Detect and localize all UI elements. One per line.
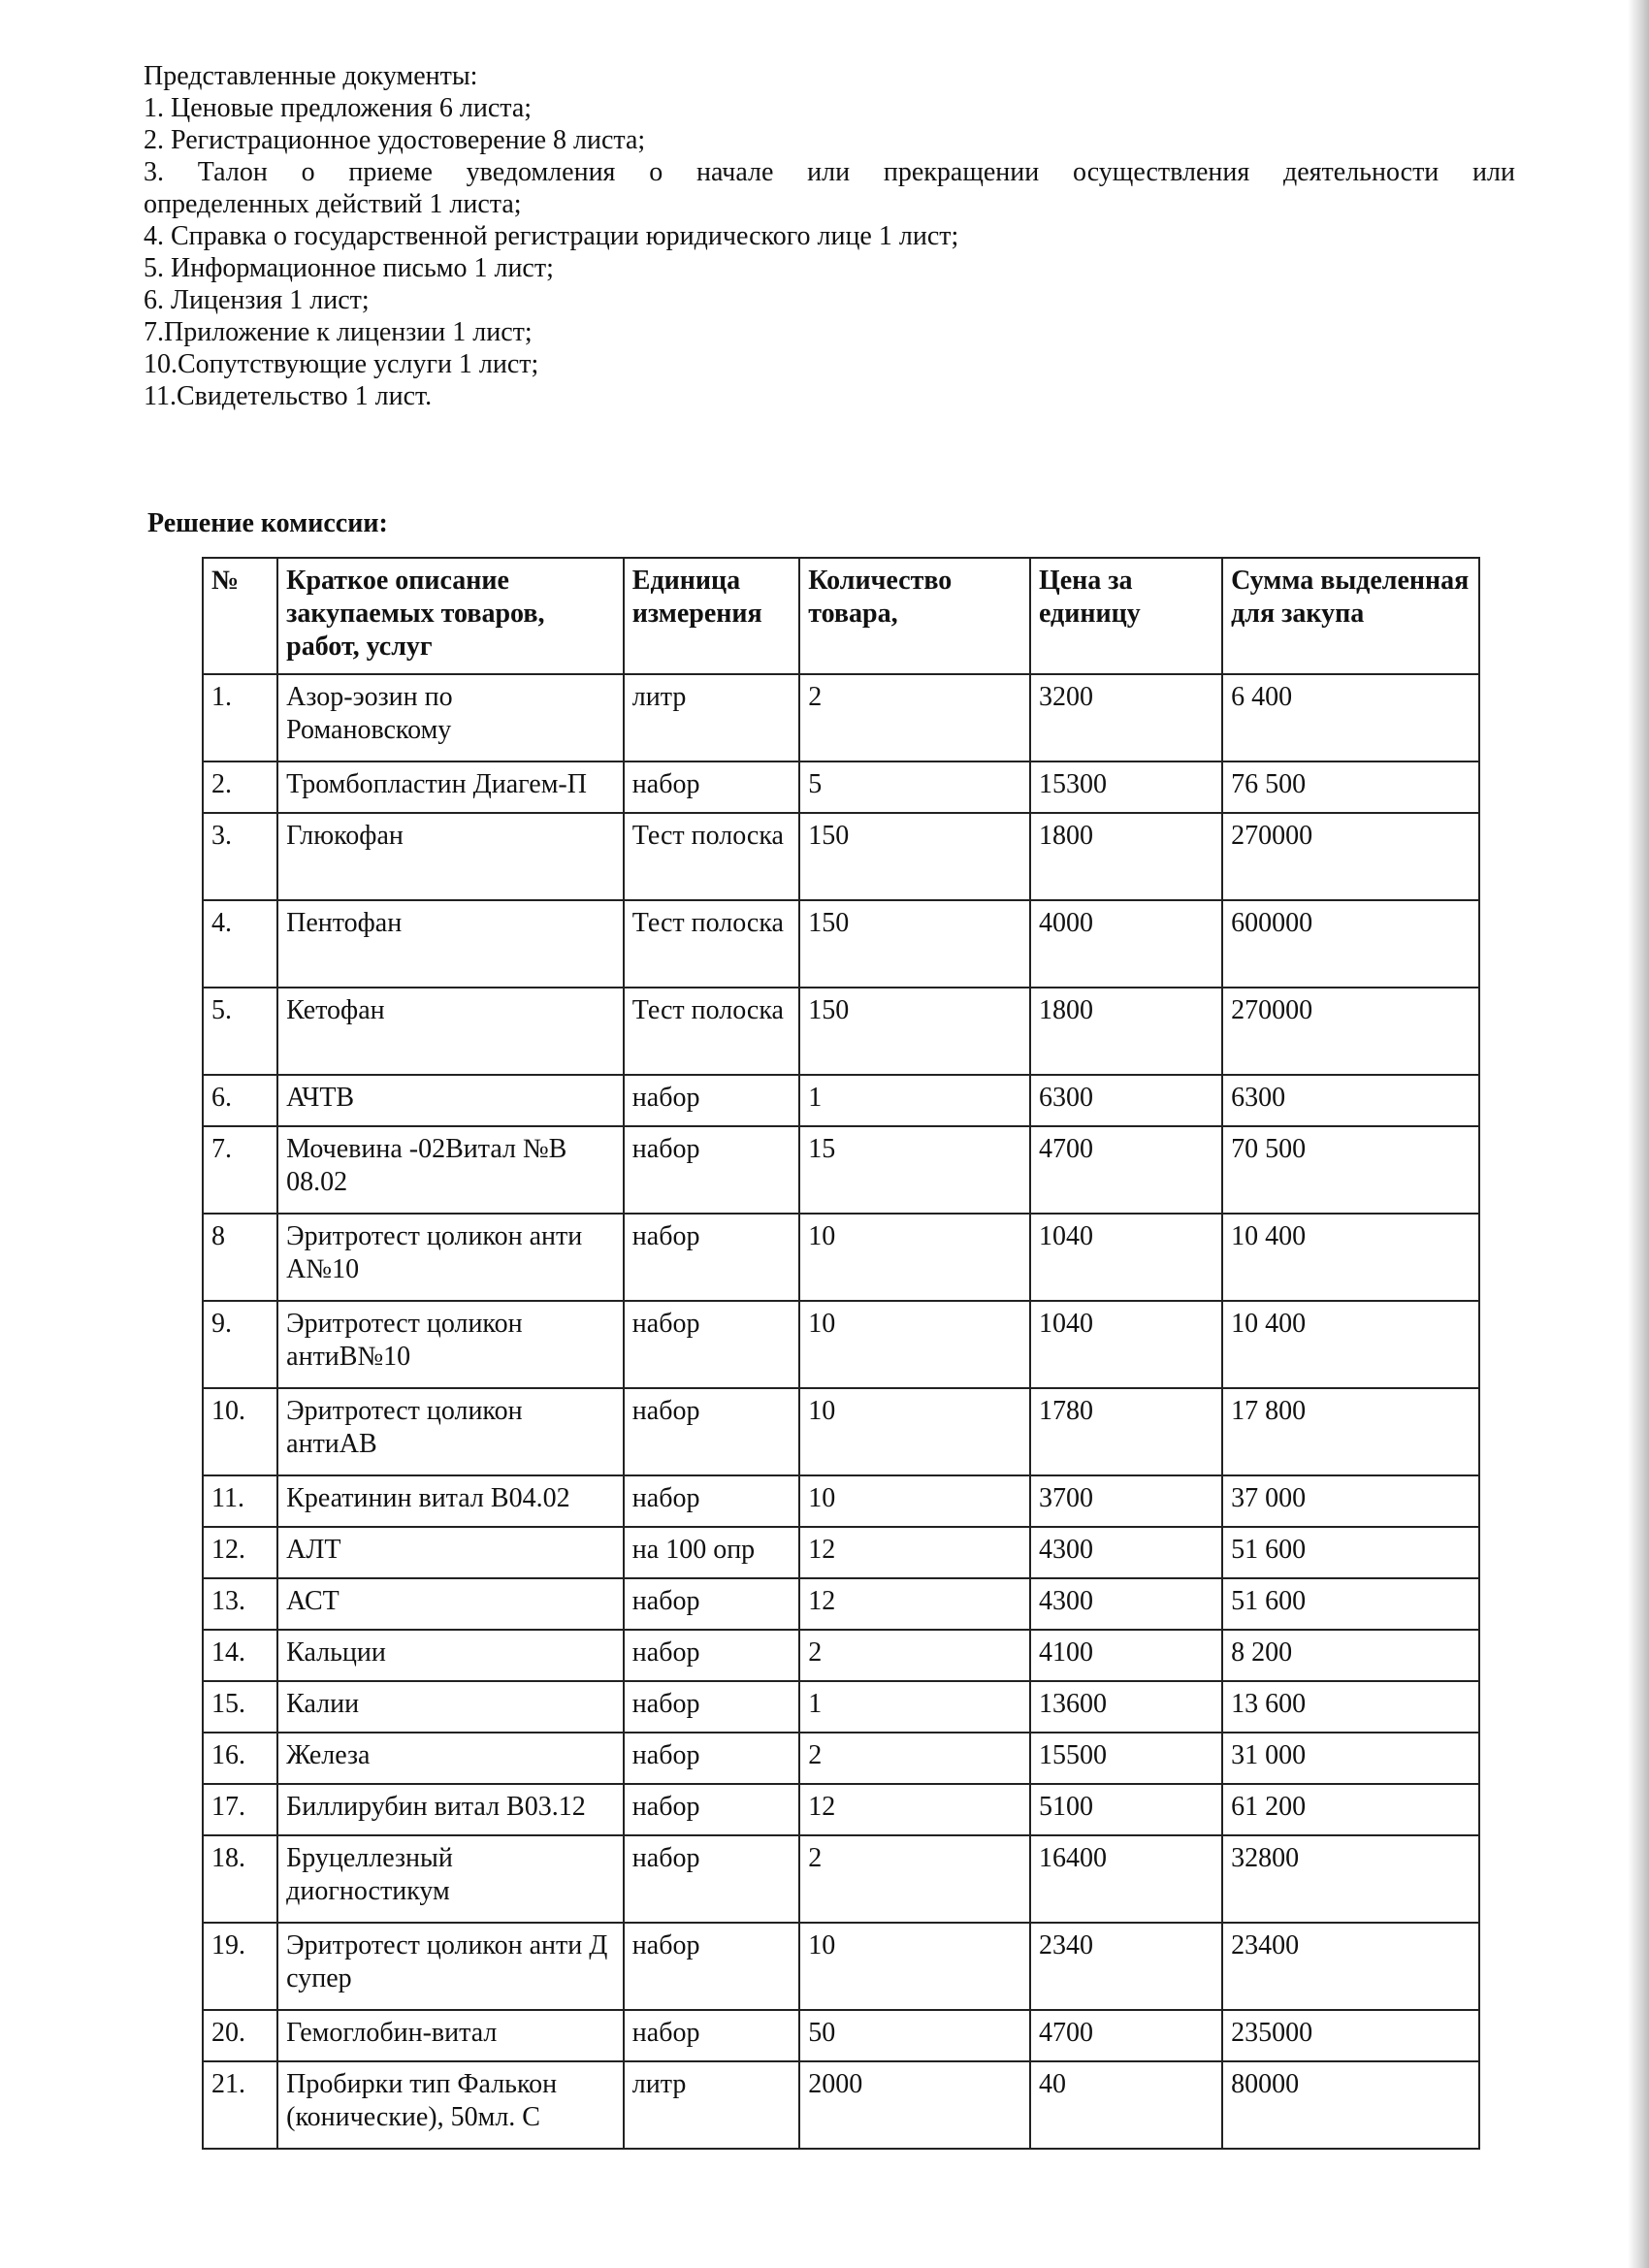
table-row (203, 1301, 1479, 1388)
row-quantity: 50 (799, 2010, 1030, 2061)
row-quantity: 150 (799, 813, 1030, 900)
row-description: Бруцеллезный диогностикум (277, 1835, 624, 1923)
row-quantity: 2 (799, 1630, 1030, 1681)
scan-edge (1628, 0, 1649, 2268)
document-item: 1. Ценовые предложения 6 листа; (144, 93, 533, 123)
row-number: 15. (203, 1681, 277, 1733)
row-number: 11. (203, 1475, 277, 1527)
row-number: 4. (203, 900, 277, 988)
row-quantity: 10 (799, 1475, 1030, 1527)
row-quantity: 15 (799, 1126, 1030, 1214)
row-description: Железа (277, 1733, 624, 1784)
row-number: 2. (203, 761, 277, 813)
row-description: Эритротест цоликон антиАВ (277, 1388, 624, 1475)
table-row (203, 1527, 1479, 1578)
row-sum: 235000 (1222, 2010, 1479, 2061)
row-price: 4700 (1030, 2010, 1222, 2061)
row-unit: набор (624, 1784, 799, 1835)
row-description: АСТ (277, 1578, 624, 1630)
row-unit: набор (624, 761, 799, 813)
row-price: 40 (1030, 2061, 1222, 2149)
row-price: 1800 (1030, 813, 1222, 900)
row-number: 3. (203, 813, 277, 900)
row-unit: набор (624, 1733, 799, 1784)
row-price: 15300 (1030, 761, 1222, 813)
document-item: 2. Регистрационное удостоверение 8 листа; (144, 125, 646, 155)
table-row (203, 761, 1479, 813)
row-price: 1780 (1030, 1388, 1222, 1475)
row-number: 16. (203, 1733, 277, 1784)
document-item: 11.Свидетельство 1 лист. (144, 381, 433, 411)
row-price: 16400 (1030, 1835, 1222, 1923)
row-unit: набор (624, 1681, 799, 1733)
row-sum: 23400 (1222, 1923, 1479, 2010)
row-description: Пробирки тип Фалькон (конические), 50мл. С (277, 2061, 624, 2149)
row-sum: 31 000 (1222, 1733, 1479, 1784)
row-price: 15500 (1030, 1733, 1222, 1784)
row-description: Креатинин витал В04.02 (277, 1475, 624, 1527)
table-row (203, 1075, 1479, 1126)
row-sum: 270000 (1222, 813, 1479, 900)
row-description: Биллирубин витал В03.12 (277, 1784, 624, 1835)
row-quantity: 10 (799, 1923, 1030, 2010)
row-unit: набор (624, 1578, 799, 1630)
row-description: АЛТ (277, 1527, 624, 1578)
document-item: 7.Приложение к лицензии 1 лист; (144, 317, 533, 347)
row-quantity: 1 (799, 1681, 1030, 1733)
row-description: Азор-эозин по Романовскому (277, 674, 624, 761)
row-sum: 32800 (1222, 1835, 1479, 1923)
table-row (203, 900, 1479, 988)
row-sum: 600000 (1222, 900, 1479, 988)
row-number: 19. (203, 1923, 277, 2010)
row-sum: 17 800 (1222, 1388, 1479, 1475)
row-price: 3700 (1030, 1475, 1222, 1527)
header-price: Цена за единицу (1030, 558, 1222, 674)
table-row (203, 1784, 1479, 1835)
row-quantity: 12 (799, 1784, 1030, 1835)
row-description: Эритротест цоликон антиВ№10 (277, 1301, 624, 1388)
row-unit: Тест полоска (624, 813, 799, 900)
row-description: Калии (277, 1681, 624, 1733)
row-unit: набор (624, 1835, 799, 1923)
documents-list (144, 60, 1515, 412)
row-price: 2340 (1030, 1923, 1222, 2010)
document-item: 3. Талон о приеме уведомления о начале или прекращении осуществления деятельности или (144, 157, 1515, 187)
table-header-row (203, 558, 1479, 674)
row-description: Тромбопластин Диагем-П (277, 761, 624, 813)
row-unit: набор (624, 1630, 799, 1681)
table-row (203, 1835, 1479, 1923)
row-number: 5. (203, 988, 277, 1075)
row-description: АЧТВ (277, 1075, 624, 1126)
row-unit: набор (624, 1923, 799, 2010)
row-sum: 6 400 (1222, 674, 1479, 761)
row-number: 17. (203, 1784, 277, 1835)
row-quantity: 5 (799, 761, 1030, 813)
row-unit: набор (624, 1126, 799, 1214)
table-row (203, 1630, 1479, 1681)
row-price: 1040 (1030, 1301, 1222, 1388)
row-quantity: 2 (799, 1835, 1030, 1923)
row-description: Кальции (277, 1630, 624, 1681)
row-quantity: 10 (799, 1214, 1030, 1301)
row-sum: 10 400 (1222, 1214, 1479, 1301)
header-quantity: Количество товара, (799, 558, 1030, 674)
row-quantity: 2 (799, 1733, 1030, 1784)
row-number: 12. (203, 1527, 277, 1578)
row-price: 3200 (1030, 674, 1222, 761)
row-unit: литр (624, 2061, 799, 2149)
document-item: 6. Лицензия 1 лист; (144, 285, 370, 315)
row-unit: набор (624, 1388, 799, 1475)
row-unit: набор (624, 1301, 799, 1388)
procurement-table (202, 557, 1480, 2150)
table-row (203, 1126, 1479, 1214)
row-description: Эритротест цоликон анти Д супер (277, 1923, 624, 2010)
row-sum: 10 400 (1222, 1301, 1479, 1388)
table-row (203, 813, 1479, 900)
row-price: 4300 (1030, 1578, 1222, 1630)
table-row (203, 1923, 1479, 2010)
row-price: 1800 (1030, 988, 1222, 1075)
row-description: Глюкофан (277, 813, 624, 900)
decision-heading: Решение комиссии: (147, 508, 388, 538)
row-number: 1. (203, 674, 277, 761)
header-number: № (203, 558, 277, 674)
row-sum: 80000 (1222, 2061, 1479, 2149)
header-unit: Единица измерения (624, 558, 799, 674)
row-quantity: 2000 (799, 2061, 1030, 2149)
row-quantity: 2 (799, 674, 1030, 761)
row-quantity: 10 (799, 1301, 1030, 1388)
documents-title: Представленные документы: (144, 61, 478, 91)
row-quantity: 12 (799, 1578, 1030, 1630)
row-quantity: 12 (799, 1527, 1030, 1578)
row-sum: 76 500 (1222, 761, 1479, 813)
row-description: Кетофан (277, 988, 624, 1075)
row-price: 13600 (1030, 1681, 1222, 1733)
row-sum: 8 200 (1222, 1630, 1479, 1681)
row-unit: Тест полоска (624, 988, 799, 1075)
row-unit: Тест полоска (624, 900, 799, 988)
table-row (203, 1214, 1479, 1301)
row-unit: набор (624, 2010, 799, 2061)
row-sum: 6300 (1222, 1075, 1479, 1126)
row-number: 21. (203, 2061, 277, 2149)
row-sum: 270000 (1222, 988, 1479, 1075)
table-body (203, 674, 1479, 2149)
row-quantity: 150 (799, 900, 1030, 988)
table-row (203, 2061, 1479, 2149)
row-number: 10. (203, 1388, 277, 1475)
row-number: 7. (203, 1126, 277, 1214)
table-row (203, 1388, 1479, 1475)
row-sum: 70 500 (1222, 1126, 1479, 1214)
row-number: 8 (203, 1214, 277, 1301)
row-price: 6300 (1030, 1075, 1222, 1126)
row-number: 14. (203, 1630, 277, 1681)
row-unit: набор (624, 1075, 799, 1126)
table-row (203, 674, 1479, 761)
row-price: 1040 (1030, 1214, 1222, 1301)
row-sum: 51 600 (1222, 1578, 1479, 1630)
row-unit: набор (624, 1475, 799, 1527)
row-unit: набор (624, 1214, 799, 1301)
row-quantity: 10 (799, 1388, 1030, 1475)
table-row (203, 1578, 1479, 1630)
document-item: 5. Информационное письмо 1 лист; (144, 253, 554, 283)
row-price: 4000 (1030, 900, 1222, 988)
document-item: 4. Справка о государственной регистрации юридического лице 1 лист; (144, 221, 959, 251)
header-description: Краткое описание закупаемых товаров, работ, услуг (277, 558, 624, 674)
row-description: Пентофан (277, 900, 624, 988)
table-row (203, 1733, 1479, 1784)
document-item: определенных действий 1 листа; (144, 189, 522, 219)
row-description: Мочевина -02Витал №В 08.02 (277, 1126, 624, 1214)
document-item: 10.Сопутствующие услуги 1 лист; (144, 349, 539, 379)
row-sum: 61 200 (1222, 1784, 1479, 1835)
row-description: Эритротест цоликон анти А№10 (277, 1214, 624, 1301)
header-sum: Сумма выделенная для закупа (1222, 558, 1479, 674)
row-quantity: 150 (799, 988, 1030, 1075)
row-description: Гемоглобин-витал (277, 2010, 624, 2061)
row-number: 13. (203, 1578, 277, 1630)
table-row (203, 1681, 1479, 1733)
row-number: 20. (203, 2010, 277, 2061)
row-sum: 13 600 (1222, 1681, 1479, 1733)
row-unit: на 100 опр (624, 1527, 799, 1578)
row-number: 18. (203, 1835, 277, 1923)
table-row (203, 1475, 1479, 1527)
row-price: 4300 (1030, 1527, 1222, 1578)
row-sum: 51 600 (1222, 1527, 1479, 1578)
row-price: 5100 (1030, 1784, 1222, 1835)
table-row (203, 2010, 1479, 2061)
row-number: 9. (203, 1301, 277, 1388)
row-number: 6. (203, 1075, 277, 1126)
row-unit: литр (624, 674, 799, 761)
table-row (203, 988, 1479, 1075)
row-sum: 37 000 (1222, 1475, 1479, 1527)
row-quantity: 1 (799, 1075, 1030, 1126)
row-price: 4100 (1030, 1630, 1222, 1681)
row-price: 4700 (1030, 1126, 1222, 1214)
